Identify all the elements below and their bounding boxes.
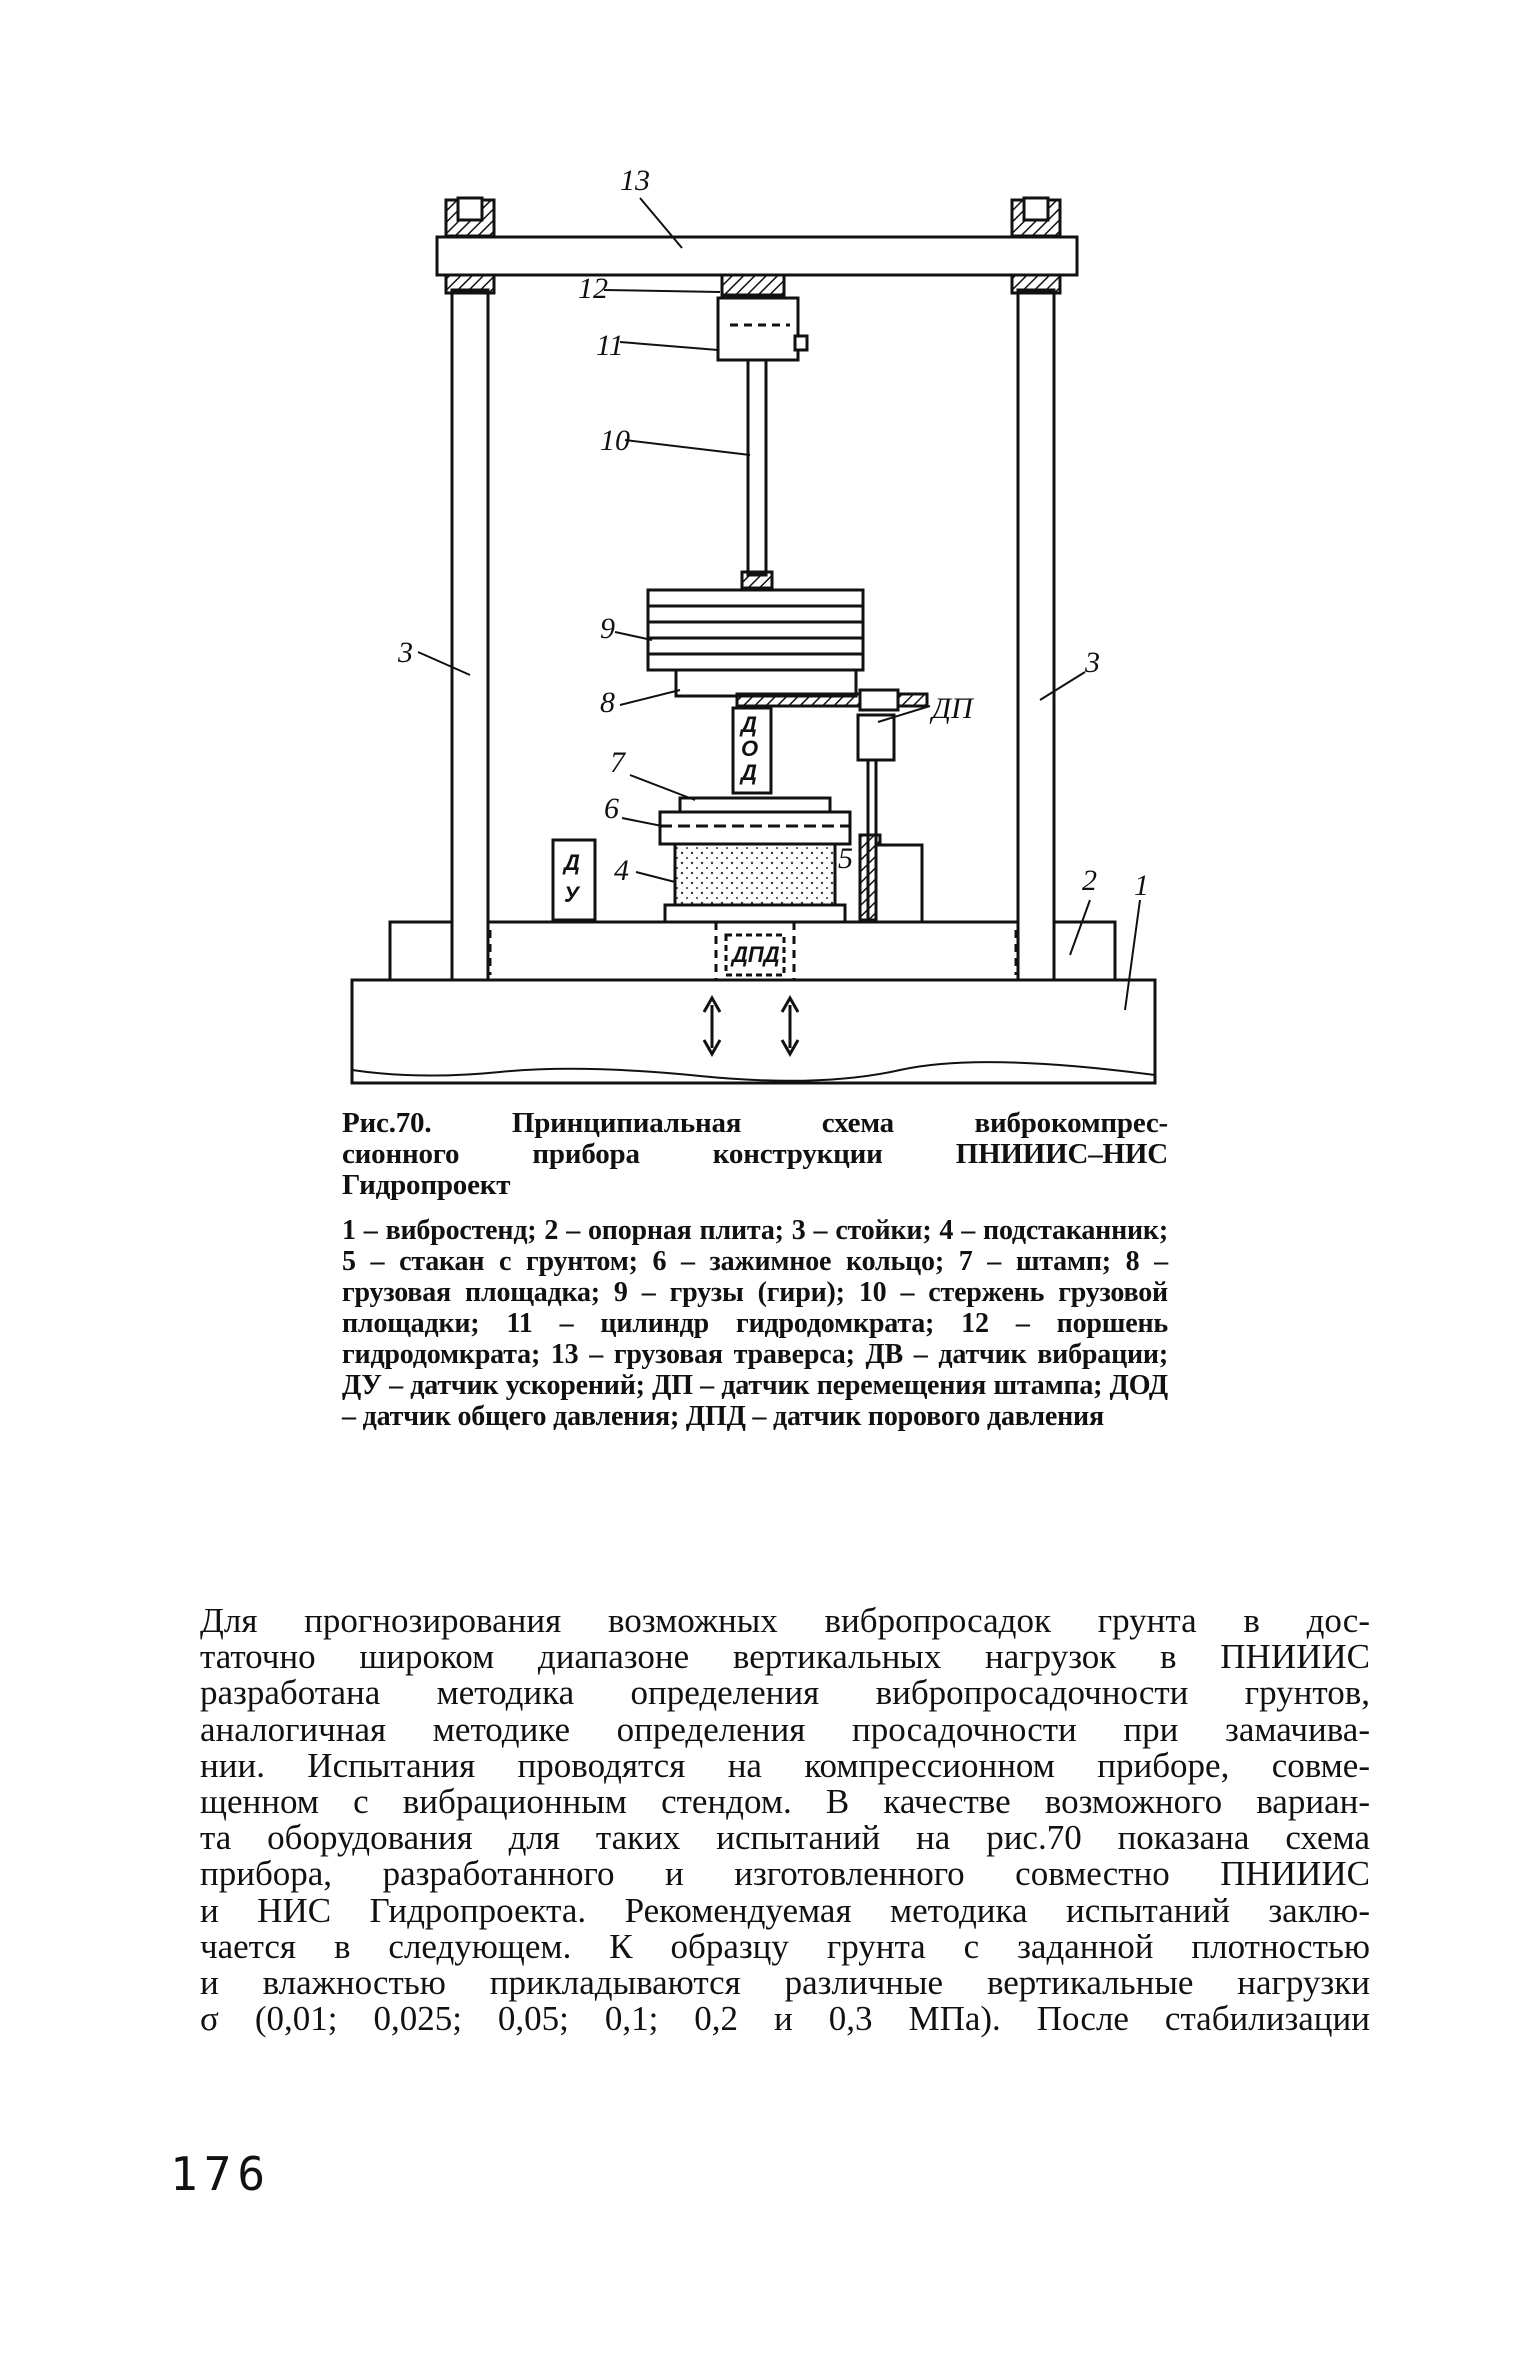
- vibro-compression-device-diagram: [0, 0, 1535, 1100]
- body-line: прибора, разработанного и изготовленного совместно ПНИИИС: [200, 1854, 1370, 1894]
- label-12: 12: [578, 272, 608, 305]
- label-dp: ДП: [932, 692, 973, 725]
- label-13: 13: [620, 164, 650, 197]
- label-10: 10: [600, 424, 630, 457]
- weights: [648, 590, 863, 670]
- label-3-right: 3: [1085, 646, 1100, 679]
- caption-line-1: Рис.70. Принципиальная схема виброкомпрес-: [342, 1107, 1168, 1139]
- vibrostand: [352, 980, 1155, 1083]
- caption-line-3: Гидропроект: [342, 1169, 511, 1201]
- body-line: таточно широком диапазоне вертикальных нагрузок в ПНИИИС: [200, 1637, 1370, 1677]
- load-platform: [676, 670, 856, 696]
- load-rod: [748, 360, 766, 575]
- body-line: нии. Испытания проводятся на компрессионном приборе, совме-: [200, 1745, 1370, 1785]
- body-line: и влажностью прикладываются различные вертикальные нагрузки: [200, 1963, 1370, 2003]
- body-paragraph: [200, 1603, 1370, 2037]
- page-number: 176: [170, 2147, 272, 2201]
- label-11: 11: [596, 329, 624, 362]
- clamping-ring: [660, 812, 850, 844]
- label-4: 4: [614, 854, 629, 887]
- label-du-1: Д: [564, 850, 580, 875]
- soil-cup: [675, 844, 835, 912]
- label-2: 2: [1082, 864, 1097, 897]
- label-dod-1: Д: [741, 712, 757, 737]
- caption-line-2: сионного прибора конструкции ПНИИИС–НИС: [342, 1138, 1168, 1170]
- load-traverse: [437, 237, 1077, 275]
- body-line: и НИС Гидропроекта. Рекомендуемая методика испытаний заклю-: [200, 1890, 1370, 1930]
- stamp: [680, 798, 830, 812]
- label-du-2: У: [564, 882, 579, 907]
- label-6: 6: [604, 792, 619, 825]
- label-8: 8: [600, 686, 615, 719]
- body-line: аналогичная методике определения просадочности при замачива-: [200, 1709, 1370, 1749]
- body-line: разработана методика определения вибропросадочности грунтов,: [200, 1673, 1370, 1713]
- label-5: 5: [838, 842, 853, 875]
- body-line: чается в следующем. К образцу грунта с заданной плотностью: [200, 1926, 1370, 1966]
- displacement-sensor: [858, 715, 894, 760]
- body-line: та оборудования для таких испытаний на рис.70 показана схема: [200, 1818, 1370, 1858]
- figure-70: [0, 0, 1535, 1100]
- label-9: 9: [600, 612, 615, 645]
- label-1: 1: [1134, 869, 1149, 902]
- left-column: [452, 290, 488, 980]
- label-dpd: ДПД: [732, 942, 780, 967]
- subcup: [665, 905, 845, 922]
- body-line: щенном с вибрационным стендом. В качестве возможного вариан-: [200, 1782, 1370, 1822]
- label-3-left: 3: [398, 636, 413, 669]
- body-line: Для прогнозирования возможных вибропросадок грунта в дос-: [200, 1601, 1370, 1640]
- figure-legend: 1 – вибростенд; 2 – опорная плита; 3 – стойки; 4 – подстаканник; 5 – стакан с грунтом; 6 – зажимное кольцо; 7 – штамп; 8 – грузовая площадка; 9 – грузы (гири); 10 – стержень грузовой площадки; 11 – цилиндр гидродомкрата; 12 – поршень гидродомкрата; 13 – грузовая траверса; ДВ – датчик вибрации; ДУ – датчик ускорений; ДП – датчик перемещения штампа; ДОД – датчик общего давления; ДПД – датчик порового давления: [342, 1215, 1168, 1432]
- label-dod-3: Д: [741, 760, 757, 785]
- label-7: 7: [610, 746, 625, 779]
- body-line: σ (0,01; 0,025; 0,05; 0,1; 0,2 и 0,3 МПа). После стабилизации: [200, 1999, 1370, 2039]
- jack-cylinder: [718, 298, 798, 360]
- figure-caption: [342, 1108, 1168, 1201]
- right-column: [1018, 290, 1054, 980]
- label-dod-2: О: [741, 736, 759, 761]
